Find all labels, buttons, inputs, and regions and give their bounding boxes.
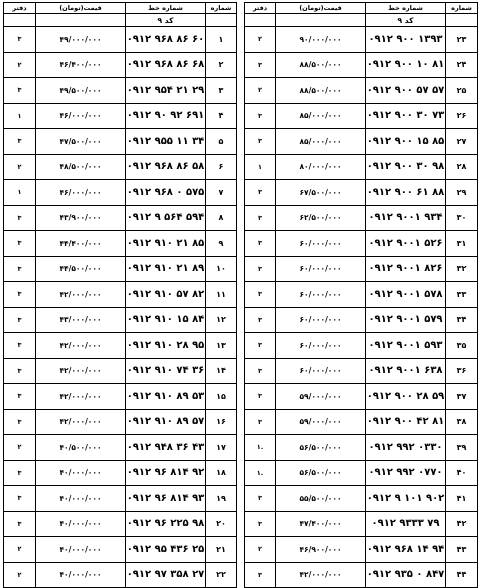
row-number: ۱۵ (206, 384, 237, 410)
phone-number: ۰۹۱۲ ۹۰۰۱ ۵۲۶ (366, 231, 446, 257)
price-value: ۴۶/۴۰۰/۰۰۰ (36, 52, 126, 78)
code-label: کد ۹ (366, 14, 446, 27)
office-number: ۳ (245, 205, 276, 231)
phone-number: ۰۹۱۲ ۹۰۰۱ ۵۷۹ (366, 307, 446, 333)
phone-number: ۰۹۱۲ ۹ ۵۶۴ ۵۹۴ (126, 205, 206, 231)
phone-number: ۰۹۱۲ ۹۶۸ ۸۶ ۵۸ (126, 154, 206, 180)
table-row (4, 282, 237, 308)
row-number: ۳ (206, 78, 237, 104)
phone-number: ۰۹۱۲ ۹۰۰ ۲۸ ۵۹ (366, 384, 446, 410)
table-row (245, 460, 478, 486)
price-value: ۴۹/۵۰۰/۰۰۰ (36, 78, 126, 104)
header-row (4, 3, 237, 14)
row-number: ۳۱ (446, 231, 478, 257)
code-row-blank (206, 14, 237, 27)
table-row (245, 358, 478, 384)
table-row (4, 435, 237, 461)
phone-number: ۰۹۱۲ ۹۶۸ ۸۶ ۶۸ (126, 52, 206, 78)
table-row (4, 333, 237, 359)
phone-number: ۰۹۱۲ ۹۰۰ ۵۷ ۵۷ (366, 78, 446, 104)
office-number: ۲ (245, 78, 276, 104)
row-number: ۱۸ (206, 460, 237, 486)
row-number: ۱۲ (206, 307, 237, 333)
office-number: ۳ (4, 384, 36, 410)
row-number: ۶ (206, 154, 237, 180)
price-value: ۴۲/۰۰۰/۰۰۰ (36, 358, 126, 384)
office-number: ۳ (4, 409, 36, 435)
code-title-row (4, 14, 237, 27)
row-number: ۳۰ (446, 205, 478, 231)
code-title-row (245, 14, 478, 27)
row-number: ۲ (206, 52, 237, 78)
table-row (4, 562, 237, 588)
table-row (4, 511, 237, 537)
phone-number: ۰۹۱۲ ۹۰۰ ۳۰ ۷۳ (366, 103, 446, 129)
office-number: ۳ (245, 384, 276, 410)
code-row-blank (446, 14, 478, 27)
office-number: ۱ (4, 103, 36, 129)
price-value: ۴۰/۰۰۰/۰۰۰ (36, 486, 126, 512)
row-number: ۲۷ (446, 129, 478, 155)
office-number: ۳ (245, 511, 276, 537)
table-row (245, 52, 478, 78)
table-row (4, 486, 237, 512)
row-number: ۲۸ (446, 154, 478, 180)
office-number: ۲ (245, 27, 276, 53)
price-value: ۴۰/۰۰۰/۰۰۰ (36, 537, 126, 563)
phone-number: ۰۹۱۲ ۹۱۰ ۱۵ ۸۴ (126, 307, 206, 333)
row-number: ۳۳ (446, 282, 478, 308)
price-value: ۸۵/۰۰۰/۰۰۰ (276, 129, 366, 155)
table-row (245, 511, 478, 537)
phone-number: ۰۹۱۲ ۹۵ ۴۳۶ ۲۵ (126, 537, 206, 563)
table-row (4, 129, 237, 155)
price-value: ۶۰/۰۰۰/۰۰۰ (276, 307, 366, 333)
office-number: ۳ (245, 562, 276, 588)
phone-number: ۰۹۱۲ ۹۷ ۳۵۸ ۲۷ (126, 562, 206, 588)
row-number: ۲۲ (206, 562, 237, 588)
row-number: ۳۵ (446, 333, 478, 359)
row-number: ۴۲ (446, 511, 478, 537)
phone-number: ۰۹۱۲ ۹۴۸ ۳۶ ۴۳ (126, 435, 206, 461)
code-row-blank (245, 14, 276, 27)
phone-number: ۰۹۱۲ ۹۰۰ ۱۳۹۳ (366, 27, 446, 53)
table-row (245, 435, 478, 461)
price-value: ۶۰/۰۰۰/۰۰۰ (276, 282, 366, 308)
row-number: ۱۴ (206, 358, 237, 384)
price-header: قیمت(تومان) (36, 3, 126, 14)
phone-number: ۰۹۱۲ ۹۶ ۸۱۴ ۹۳ (126, 486, 206, 512)
phone-number: ۰۹۱۲ ۹۱۰ ۷۴ ۳۶ (126, 358, 206, 384)
row-number-header: شماره (446, 3, 478, 14)
table-row (4, 52, 237, 78)
office-number: ۳ (245, 180, 276, 206)
table-row (245, 231, 478, 257)
phone-number: ۰۹۱۲ ۹۱۰ ۸۹ ۵۳ (126, 384, 206, 410)
office-number: ۲ (4, 435, 36, 461)
line-number-header: شماره خط (366, 3, 446, 14)
row-number: ۲۵ (446, 78, 478, 104)
price-value: ۵۶/۵۰۰/۰۰۰ (276, 460, 366, 486)
table-row (245, 180, 478, 206)
row-number: ۱۶ (206, 409, 237, 435)
phone-number: ۰۹۱۲ ۹۱۰ ۵۷ ۸۲ (126, 282, 206, 308)
row-number: ۱۰ (206, 256, 237, 282)
table-row (245, 27, 478, 53)
price-value: ۴۴/۴۰۰/۰۰۰ (36, 231, 126, 257)
table-row (4, 154, 237, 180)
phone-number: ۰۹۱۲ ۹۹۲ ۰۷۷۰ (366, 460, 446, 486)
price-value: ۴۰/۵۰۰/۰۰۰ (36, 435, 126, 461)
price-value: ۴۲/۰۰۰/۰۰۰ (36, 282, 126, 308)
table-row (4, 256, 237, 282)
table-row (4, 307, 237, 333)
code-label: کد ۹ (126, 14, 206, 27)
price-value: ۶۲/۵۰۰/۰۰۰ (276, 205, 366, 231)
office-number: ۳ (245, 129, 276, 155)
table-row (4, 358, 237, 384)
office-number: ۱. (245, 460, 276, 486)
code-row-blank (4, 14, 36, 27)
row-number: ۳۶ (446, 358, 478, 384)
price-value: ۵۵/۵۰۰/۰۰۰ (276, 486, 366, 512)
row-number: ۵ (206, 129, 237, 155)
price-header: قیمت(تومان) (276, 3, 366, 14)
row-number: ۲۴ (446, 52, 478, 78)
table-row (245, 205, 478, 231)
price-value: ۴۳/۹۰۰/۰۰۰ (36, 205, 126, 231)
table-row (245, 282, 478, 308)
price-value: ۸۰/۰۰۰/۰۰۰ (276, 154, 366, 180)
table-row (4, 231, 237, 257)
row-number: ۴۱ (446, 486, 478, 512)
price-value: ۵۹/۰۰۰/۰۰۰ (276, 384, 366, 410)
phone-number: ۰۹۱۲ ۹۳۳۳ ۷۹ (366, 511, 446, 537)
phone-number: ۰۹۱۲ ۹۰۰ ۶۱ ۸۸ (366, 180, 446, 206)
office-number: ۳ (245, 52, 276, 78)
office-number: ۳ (245, 358, 276, 384)
phone-number: ۰۹۱۲ ۹۰۰۱ ۵۹۳ (366, 333, 446, 359)
table-row (4, 180, 237, 206)
price-value: ۴۳/۰۰۰/۰۰۰ (36, 307, 126, 333)
office-number: ۳ (245, 103, 276, 129)
office-number: ۳ (245, 333, 276, 359)
office-number: ۳ (245, 256, 276, 282)
table-row (245, 333, 478, 359)
phone-number: ۰۹۱۲ ۹۰۰۱ ۵۷۸ (366, 282, 446, 308)
office-number: ۱. (245, 435, 276, 461)
office-number: ۱ (245, 154, 276, 180)
office-number: ۳ (245, 231, 276, 257)
table-row (4, 460, 237, 486)
table-row (245, 129, 478, 155)
table-row (245, 562, 478, 588)
office-number: ۳ (245, 409, 276, 435)
price-value: ۶۰/۰۰۰/۰۰۰ (276, 358, 366, 384)
row-number: ۲۰ (206, 511, 237, 537)
office-number: ۲ (4, 52, 36, 78)
row-number: ۳۸ (446, 409, 478, 435)
phone-number: ۰۹۱۲ ۹۹۲ ۰۳۳۰ (366, 435, 446, 461)
table-row (245, 307, 478, 333)
line-number-header: شماره خط (126, 3, 206, 14)
price-value: ۶۰/۰۰۰/۰۰۰ (276, 231, 366, 257)
table-row (4, 409, 237, 435)
price-value: ۸۸/۵۰۰/۰۰۰ (276, 52, 366, 78)
row-number-header: شماره (206, 3, 237, 14)
phone-number: ۰۹۱۲ ۹۱۰ ۲۱ ۸۹ (126, 256, 206, 282)
left-table (3, 2, 237, 588)
table-row (4, 27, 237, 53)
phone-number: ۰۹۱۲ ۹۰۰ ۱۵ ۸۵ (366, 129, 446, 155)
price-value: ۴۰/۰۰۰/۰۰۰ (36, 460, 126, 486)
row-number: ۱۱ (206, 282, 237, 308)
price-value: ۴۶/۰۰۰/۰۰۰ (36, 180, 126, 206)
phone-number: ۰۹۱۲ ۹۰۰ ۳۰ ۹۸ (366, 154, 446, 180)
row-number: ۲۶ (446, 103, 478, 129)
phone-number: ۰۹۱۲ ۹۰۰۱ ۹۳۴ (366, 205, 446, 231)
price-value: ۸۸/۵۰۰/۰۰۰ (276, 78, 366, 104)
price-value: ۴۹/۰۰۰/۰۰۰ (36, 27, 126, 53)
office-number: ۳ (4, 460, 36, 486)
office-number: ۲ (4, 537, 36, 563)
code-row-blank (36, 14, 126, 27)
phone-number: ۰۹۱۲ ۹۵۵ ۱۱ ۳۴ (126, 129, 206, 155)
phone-number: ۰۹۱۲ ۹۱۰ ۲۱ ۸۵ (126, 231, 206, 257)
price-value: ۵۹/۰۰۰/۰۰۰ (276, 409, 366, 435)
table-row (245, 103, 478, 129)
row-number: ۲۳ (446, 27, 478, 53)
phone-number: ۰۹۱۲ ۹۶ ۸۱۴ ۹۲ (126, 460, 206, 486)
phone-number: ۰۹۱۲ ۹۶۸ ۰ ۵۷۵ (126, 180, 206, 206)
row-number: ۹ (206, 231, 237, 257)
office-number: ۳ (4, 231, 36, 257)
row-number: ۷ (206, 180, 237, 206)
price-list-page (3, 2, 477, 581)
price-value: ۴۲/۰۰۰/۰۰۰ (36, 409, 126, 435)
price-value: ۶۷/۵۰۰/۰۰۰ (276, 180, 366, 206)
phone-number: ۰۹۱۲ ۹۰ ۹۲ ۶۹۱ (126, 103, 206, 129)
row-number: ۸ (206, 205, 237, 231)
phone-number: ۰۹۱۲ ۹۰۰۱ ۸۲۶ (366, 256, 446, 282)
price-value: ۴۰/۰۰۰/۰۰۰ (36, 511, 126, 537)
table-row (245, 154, 478, 180)
right-table (244, 2, 478, 588)
row-number: ۱۷ (206, 435, 237, 461)
office-number: ۳ (4, 256, 36, 282)
price-value: ۶۰/۰۰۰/۰۰۰ (276, 333, 366, 359)
office-number: ۳ (4, 511, 36, 537)
table-row (245, 256, 478, 282)
table-row (245, 78, 478, 104)
row-number: ۴۴ (446, 562, 478, 588)
phone-number: ۰۹۱۲ ۹۶۸ ۱۴ ۹۴ (366, 537, 446, 563)
table-row (4, 103, 237, 129)
row-number: ۱ (206, 27, 237, 53)
phone-number: ۰۹۱۲ ۹۰۰۱ ۶۳۸ (366, 358, 446, 384)
price-value: ۴۶/۹۰۰/۰۰۰ (276, 537, 366, 563)
table-row (4, 384, 237, 410)
price-value: ۴۲/۰۰۰/۰۰۰ (36, 333, 126, 359)
office-number: ۳ (245, 282, 276, 308)
office-number: ۳ (245, 307, 276, 333)
table-row (245, 409, 478, 435)
office-number: ۳ (4, 358, 36, 384)
office-number: ۲ (4, 562, 36, 588)
office-number: ۱ (4, 180, 36, 206)
office-number: ۲ (245, 537, 276, 563)
table-row (245, 537, 478, 563)
row-number: ۲۱ (206, 537, 237, 563)
phone-number: ۰۹۱۲ ۹۶۸ ۸۶ ۶۰ (126, 27, 206, 53)
office-number: ۲ (4, 154, 36, 180)
office-number: ۳ (4, 205, 36, 231)
price-value: ۴۴/۵۰۰/۰۰۰ (36, 256, 126, 282)
phone-number: ۰۹۱۲ ۹۳۵ ۰ ۸۴۷ (366, 562, 446, 588)
phone-number: ۰۹۱۲ ۹۱۰ ۲۸ ۹۵ (126, 333, 206, 359)
price-value: ۵۶/۵۰۰/۰۰۰ (276, 435, 366, 461)
row-number: ۴۳ (446, 537, 478, 563)
office-number: ۳ (4, 27, 36, 53)
price-value: ۴۲/۰۰۰/۰۰۰ (36, 384, 126, 410)
office-number: ۳ (4, 78, 36, 104)
office-header: دفتر (4, 3, 36, 14)
price-value: ۴۰/۰۰۰/۰۰۰ (36, 562, 126, 588)
price-value: ۴۷/۵۰۰/۰۰۰ (36, 129, 126, 155)
header-row (245, 3, 478, 14)
phone-number: ۰۹۱۲ ۹۰۰ ۱۰ ۸۱ (366, 52, 446, 78)
price-value: ۹۰/۰۰۰/۰۰۰ (276, 27, 366, 53)
table-row (4, 537, 237, 563)
table-row (4, 205, 237, 231)
office-number: ۳ (4, 486, 36, 512)
row-number: ۳۴ (446, 307, 478, 333)
office-header: دفتر (245, 3, 276, 14)
table-row (245, 384, 478, 410)
code-row-blank (276, 14, 366, 27)
phone-number: ۰۹۱۲ ۹۵۴ ۲۱ ۲۹ (126, 78, 206, 104)
row-number: ۱۳ (206, 333, 237, 359)
row-number: ۴۰ (446, 460, 478, 486)
price-value: ۸۵/۰۰۰/۰۰۰ (276, 103, 366, 129)
office-number: ۳ (4, 282, 36, 308)
row-number: ۳۲ (446, 256, 478, 282)
phone-number: ۰۹۱۲ ۹ ۱۰۱ ۹۰۲ (366, 486, 446, 512)
price-value: ۶۰/۰۰۰/۰۰۰ (276, 256, 366, 282)
price-value: ۴۸/۵۰۰/۰۰۰ (36, 154, 126, 180)
phone-number: ۰۹۱۲ ۹۶ ۲۲۵ ۹۸ (126, 511, 206, 537)
price-value: ۴۷/۴۰۰/۰۰۰ (276, 511, 366, 537)
office-number: ۳ (245, 486, 276, 512)
office-number: ۳ (4, 129, 36, 155)
phone-number: ۰۹۱۲ ۹۱۰ ۸۹ ۵۷ (126, 409, 206, 435)
office-number: ۳ (4, 333, 36, 359)
office-number: ۳ (4, 307, 36, 333)
table-row (245, 486, 478, 512)
row-number: ۳۷ (446, 384, 478, 410)
price-value: ۴۲/۰۰۰/۰۰۰ (276, 562, 366, 588)
row-number: ۴ (206, 103, 237, 129)
table-row (4, 78, 237, 104)
price-value: ۴۶/۰۰۰/۰۰۰ (36, 103, 126, 129)
row-number: ۳۹ (446, 435, 478, 461)
row-number: ۱۹ (206, 486, 237, 512)
phone-number: ۰۹۱۲ ۹۰۰ ۴۲ ۸۱ (366, 409, 446, 435)
row-number: ۲۹ (446, 180, 478, 206)
